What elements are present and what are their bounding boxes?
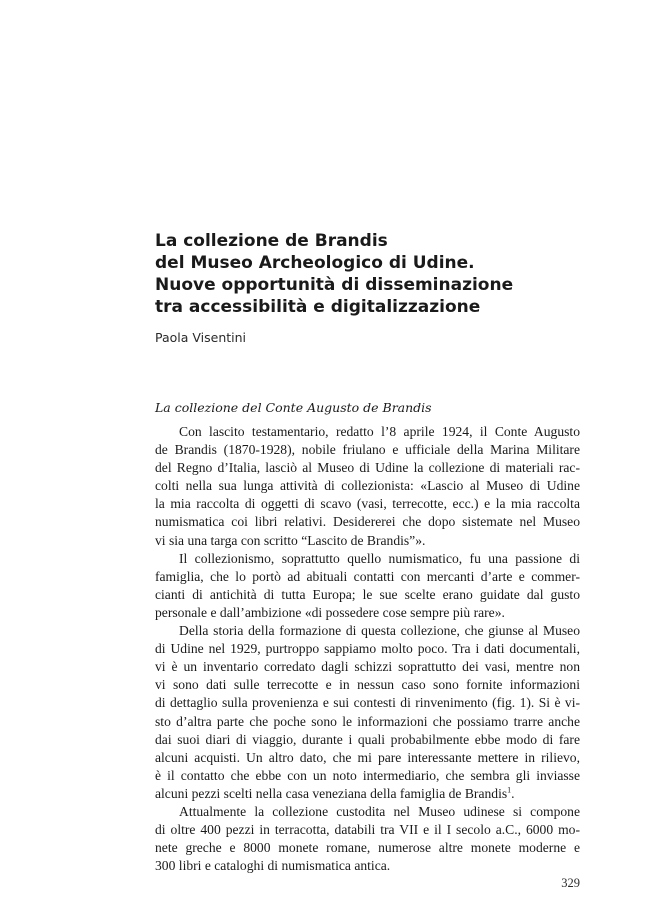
text-line: cianti di antichità di tutta Europa; le sue scelte erano guidate dal gusto: [155, 586, 580, 602]
text-line: sto d’altra parte che poche sono le informazioni che possiamo trarre anche: [155, 713, 580, 729]
text-line: Attualmente la collezione custodita nel Museo udinese si compone: [179, 803, 580, 819]
text-line: del Regno d’Italia, lasciò al Museo di Udine la collezione di materiali rac-: [155, 460, 580, 476]
text-line: Il collezionismo, soprattutto quello numismatico, fu una passione di: [179, 550, 580, 566]
title-line: del Museo Archeologico di Udine.: [155, 253, 475, 273]
text-line: alcuni acquisti. Un altro dato, che mi pare interessante mettere in rilievo,: [155, 749, 580, 765]
title-line: Nuove opportunità di disseminazione: [155, 275, 514, 295]
text-line-with-footnote: alcuni pezzi scelti nella casa veneziana della famiglia de Brandis$^1$.: [155, 785, 515, 801]
body-text: [155, 423, 580, 875]
text-line: vi sia una targa con scritto “Lascito de Brandis”».: [155, 532, 426, 548]
text-line: nete greche e 8000 monete romane, numerose altre monete moderne e: [155, 840, 580, 856]
text-line: Con lascito testamentario, redatto l’8 aprile 1924, il Conte Augusto: [179, 424, 580, 439]
text-line: alcuni pezzi scelti nella casa veneziana della famiglia de Brandis: [155, 785, 508, 801]
text-line: famiglia, che lo portò ad abituali contatti con mercanti d’arte e commer-: [155, 568, 580, 584]
text-line: di dettaglio sulla provenienza e sui contesti di rinvenimento (fig. 1). Si è vi-: [155, 695, 580, 711]
text-line: colti nella sua lunga attività di collezionista: «Lascio al Museo di Udine: [155, 478, 580, 494]
text-line: dai suoi diari di viaggio, durante i quali probabilmente ebbe modo di fare: [155, 731, 580, 747]
text-line: è il contatto che ebbe con un noto intermediario, che sembra gli inviasse: [155, 767, 580, 783]
footnote-reference[interactable]: 1: [507, 785, 512, 795]
text-line: de Brandis (1870-1928), nobile friulano e ufficiale della Marina Militare: [155, 442, 580, 458]
text-line: la mia raccolta di oggetti di scavo (vasi, terrecotte, ecc.) e la mia raccolta: [155, 496, 580, 512]
page-number: 329: [561, 876, 580, 890]
text-line: di oltre 400 pezzi in terracotta, databili tra VII e il I secolo a.C., 6000 mo-: [155, 822, 580, 838]
text-line: di Udine nel 1929, purtroppo sappiamo molto poco. Tra i dati documentali,: [155, 641, 580, 657]
text-line: 300 libri e cataloghi di numismatica antica.: [155, 858, 391, 874]
text-line: vi è un inventario corredato dagli schizzi soprattutto dei vasi, mentre non: [155, 659, 580, 675]
text-line: numismatica coi libri relativi. Desidererei che dopo sistemate nel Museo: [155, 514, 580, 530]
section-heading: La collezione del Conte Augusto de Brandis: [155, 400, 432, 415]
author-name: Paola Visentini: [155, 330, 247, 345]
text-line: Della storia della formazione di questa collezione, che giunse al Museo: [179, 623, 580, 639]
title-line: La collezione de Brandis: [155, 231, 388, 251]
text-line: vi sono dati sulle terrecotte e in nessun caso sono fornite informazioni: [155, 677, 580, 693]
title-line: tra accessibilità e digitalizzazione: [155, 297, 481, 317]
text-line: personale e dall’ambizione «di possedere cose sempre più rare».: [155, 604, 505, 620]
article-title: [155, 230, 595, 318]
